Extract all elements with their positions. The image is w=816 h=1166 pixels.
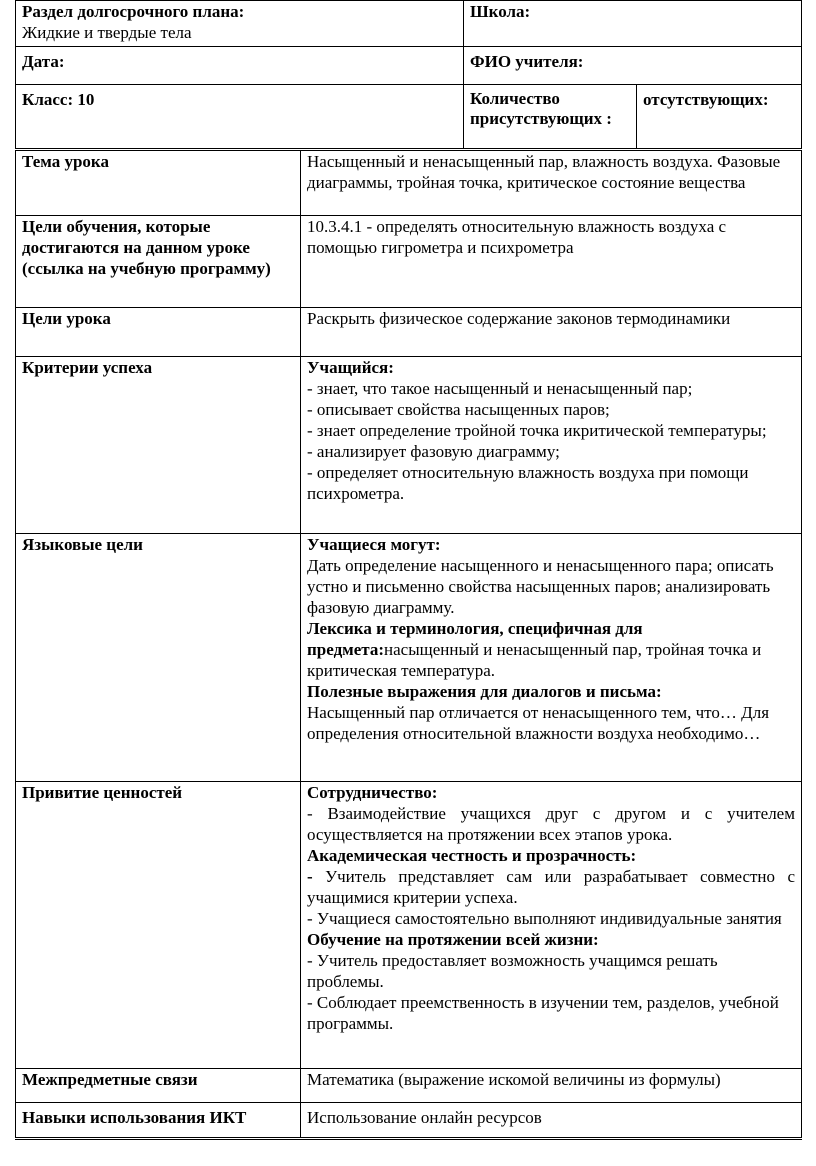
- language-goals-label-cell: [16, 534, 301, 782]
- criteria-item: - анализирует фазовую диаграмму;: [307, 442, 560, 461]
- success-criteria-label-cell: [16, 357, 301, 534]
- lesson-goals-label-cell: [16, 308, 301, 357]
- values-value-cell: [301, 782, 802, 1069]
- lesson-header-table: [15, 0, 802, 149]
- values-text-honesty-b: - Учащиеся самостоятельно выполняют индивидуальные занятия: [307, 909, 782, 928]
- values-text-lifelong-a: - Учитель предоставляет возможность учащимся решать проблемы.: [307, 951, 718, 991]
- present-cell: [464, 85, 637, 149]
- values-heading-lifelong: Обучение на протяжении всей жизни:: [307, 930, 599, 949]
- topic-value: Насыщенный и ненасыщенный пар, влажность воздуха. Фазовые диаграммы, тройная точка, критическое состояние вещества: [307, 152, 781, 192]
- language-heading-phrases: Полезные выражения для диалогов и письма:: [307, 682, 662, 701]
- success-criteria-heading: Учащийся:: [307, 358, 394, 377]
- topic-label-cell: [16, 150, 301, 216]
- class-cell: [16, 85, 464, 149]
- school-label: Школа:: [470, 2, 531, 21]
- section-label: Раздел долгосрочного плана:: [22, 2, 245, 21]
- language-goals-value-cell: [301, 534, 802, 782]
- absent-cell: [637, 85, 802, 149]
- learning-goals-label: Цели обучения, которые достигаются на данном уроке (ссылка на учебную программу): [22, 217, 271, 278]
- lesson-goals-value-cell: [301, 308, 802, 357]
- values-label: Привитие ценностей: [22, 783, 183, 802]
- section-cell: [16, 1, 464, 47]
- ict-value: Использование онлайн ресурсов: [307, 1108, 542, 1127]
- criteria-item: - описывает свойства насыщенных паров;: [307, 400, 610, 419]
- interdisciplinary-label: Межпредметные связи: [22, 1070, 198, 1089]
- ict-value-cell: [301, 1103, 802, 1139]
- class-label: Класс: 10: [22, 90, 95, 109]
- language-text-students: Дать определение насыщенного и ненасыщенного пара; описать устно и письменно свойства насыщенных паров; анализировать фазовую диаграмму.: [307, 556, 774, 617]
- date-label: Дата:: [22, 52, 65, 71]
- success-criteria-value-cell: [301, 357, 802, 534]
- learning-goals-value: 10.3.4.1 - определять относительную влажность воздуха с помощью гигрометра и психрометра: [307, 217, 727, 257]
- ict-label-cell: [16, 1103, 301, 1139]
- learning-goals-value-cell: [301, 216, 802, 308]
- topic-value-cell: [301, 150, 802, 216]
- criteria-item: - знает, что такое насыщенный и ненасыщенный пар;: [307, 379, 693, 398]
- topic-label: Тема урока: [22, 152, 109, 171]
- section-value: Жидкие и твердые тела: [22, 23, 192, 42]
- language-heading-lexis: Лексика и терминология, специфичная для предмета:: [307, 619, 643, 659]
- interdisciplinary-value: Математика (выражение искомой величины из формулы): [307, 1070, 721, 1089]
- success-criteria-label: Критерии успеха: [22, 358, 153, 377]
- language-heading-students: Учащиеся могут:: [307, 535, 441, 554]
- values-dash: -: [307, 867, 326, 886]
- values-text-honesty-a: Учитель представляет сам или разрабатывает совместно с учащимися критерии успеха.: [307, 867, 795, 907]
- values-text-cooperation: - Взаимодействие учащихся друг с другом и с учителем осуществляется на протяжении всех этапов урока.: [307, 804, 795, 844]
- values-heading-cooperation: Сотрудничество:: [307, 783, 438, 802]
- values-text-lifelong-b: - Соблюдает преемственность в изучении тем, разделов, учебной программы.: [307, 993, 779, 1033]
- date-cell: [16, 47, 464, 85]
- values-heading-honesty: Академическая честность и прозрачность:: [307, 846, 637, 865]
- criteria-item: - знает определение тройной точка икритической температуры;: [307, 421, 767, 440]
- absent-label: отсутствующих:: [643, 90, 769, 109]
- interdisciplinary-label-cell: [16, 1069, 301, 1103]
- language-text-lexis: насыщенный и ненасыщенный пар, тройная точка и критическая температура.: [307, 640, 762, 680]
- teacher-cell: [464, 47, 802, 85]
- school-cell: [464, 1, 802, 47]
- language-text-phrases: Насыщенный пар отличается от ненасыщенного тем, что… Для определения относительной влажности воздуха необходимо…: [307, 703, 770, 743]
- values-label-cell: [16, 782, 301, 1069]
- language-goals-label: Языковые цели: [22, 535, 143, 554]
- present-label: Количество присутствующих :: [470, 89, 612, 128]
- ict-label: Навыки использования ИКТ: [22, 1108, 247, 1127]
- interdisciplinary-value-cell: [301, 1069, 802, 1103]
- teacher-label: ФИО учителя:: [470, 52, 584, 71]
- learning-goals-label-cell: [16, 216, 301, 308]
- lesson-plan-table: [15, 148, 802, 1140]
- criteria-item: - определяет относительную влажность воздуха при помощи психрометра.: [307, 463, 749, 503]
- lesson-goals-label: Цели урока: [22, 309, 111, 328]
- lesson-goals-value: Раскрыть физическое содержание законов термодинамики: [307, 309, 731, 328]
